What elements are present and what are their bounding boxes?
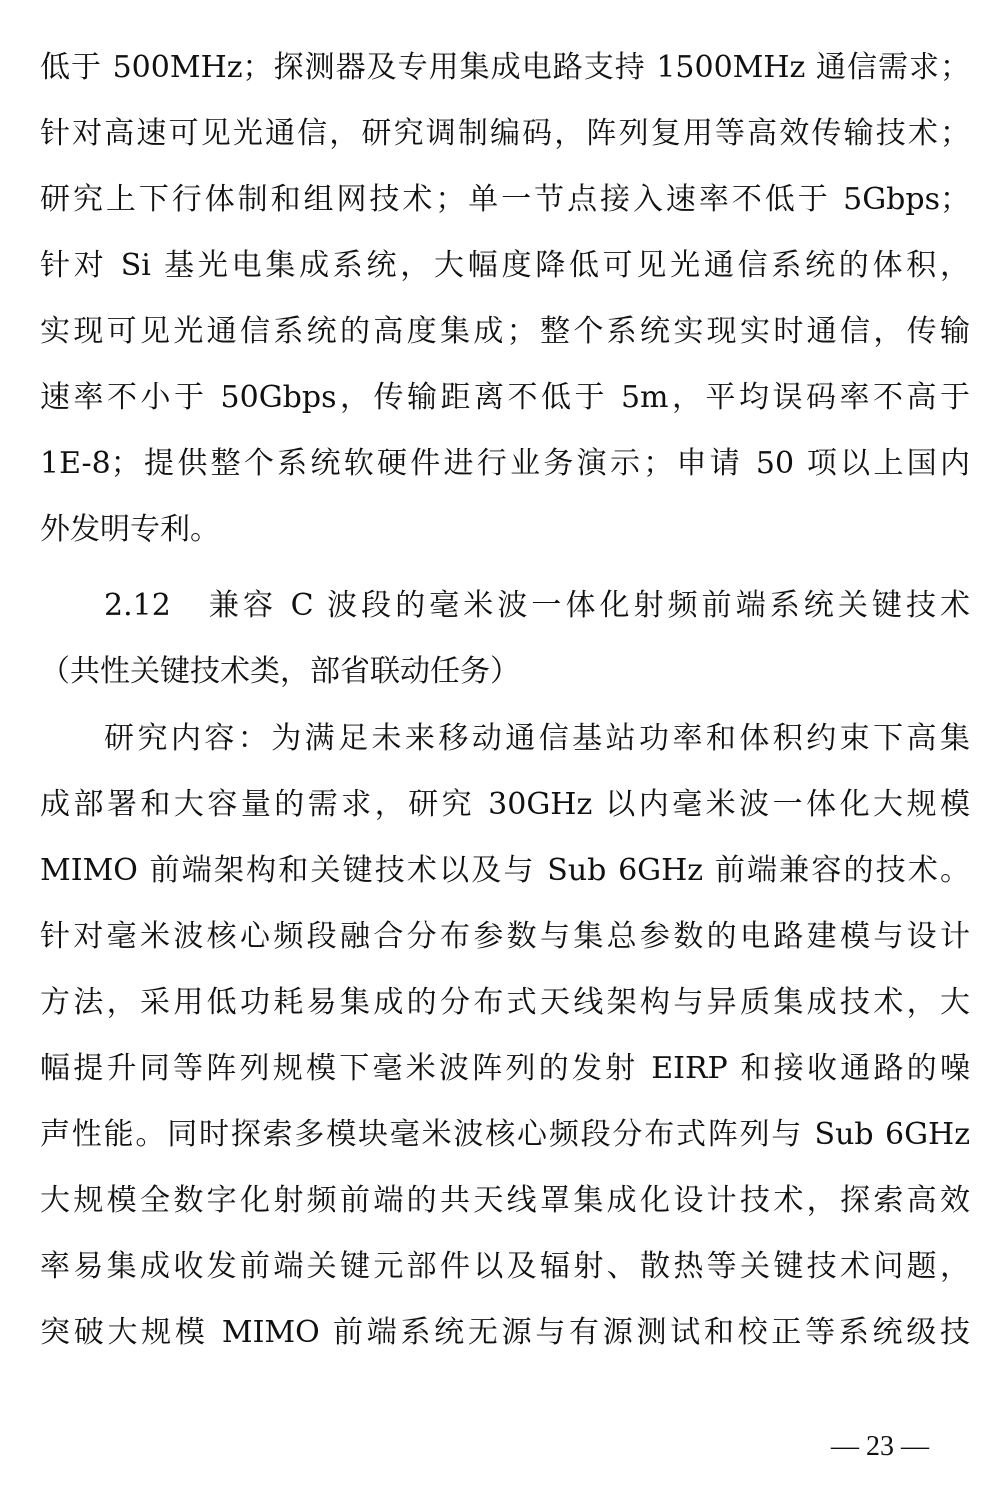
text-line: 幅提升同等阵列规模下毫米波阵列的发射 EIRP 和接收通路的噪 — [40, 1051, 970, 1086]
text-line: 针对 Si 基光电集成系统，大幅度降低可见光通信系统的体积， — [40, 248, 970, 283]
text-line: 低于 500MHz；探测器及专用集成电路支持 1500MHz 通信需求； — [40, 50, 970, 85]
page-number: — 23 — — [831, 1431, 929, 1462]
text-line: 1E-8；提供整个系统软硬件进行业务演示；申请 50 项以上国内 — [40, 446, 970, 481]
text-line: 方法，采用低功耗易集成的分布式天线架构与异质集成技术，大 — [40, 985, 970, 1020]
text-line: 研究内容：为满足未来移动通信基站功率和体积约束下高集 — [104, 721, 970, 756]
text-line: 实现可见光通信系统的高度集成；整个系统实现实时通信，传输 — [40, 314, 970, 349]
section-heading: 2.12 兼容 C 波段的毫米波一体化射频前端系统关键技术 — [104, 588, 970, 623]
text-line: 率易集成收发前端关键元部件以及辐射、散热等关键技术问题， — [40, 1249, 970, 1284]
text-line: 研究上下行体制和组网技术；单一节点接入速率不低于 5Gbps； — [40, 182, 970, 217]
text-line: 针对毫米波核心频段融合分布参数与集总参数的电路建模与设计 — [40, 919, 970, 954]
text-line: 成部署和大容量的需求，研究 30GHz 以内毫米波一体化大规模 — [40, 787, 970, 822]
text-line: MIMO 前端架构和关键技术以及与 Sub 6GHz 前端兼容的技术。 — [40, 853, 970, 888]
text-line: 大规模全数字化射频前端的共天线罩集成化设计技术，探索高效 — [40, 1183, 970, 1218]
section-heading-subtitle: （共性关键技术类，部省联动任务） — [40, 654, 520, 689]
text-line: 针对高速可见光通信，研究调制编码，阵列复用等高效传输技术； — [40, 116, 970, 151]
text-line: 外发明专利。 — [40, 512, 220, 547]
text-line: 速率不小于 50Gbps，传输距离不低于 5m，平均误码率不高于 — [40, 380, 970, 415]
text-line: 声性能。同时探索多模块毫米波核心频段分布式阵列与 Sub 6GHz — [40, 1117, 970, 1152]
text-line: 突破大规模 MIMO 前端系统无源与有源测试和校正等系统级技 — [40, 1315, 970, 1350]
